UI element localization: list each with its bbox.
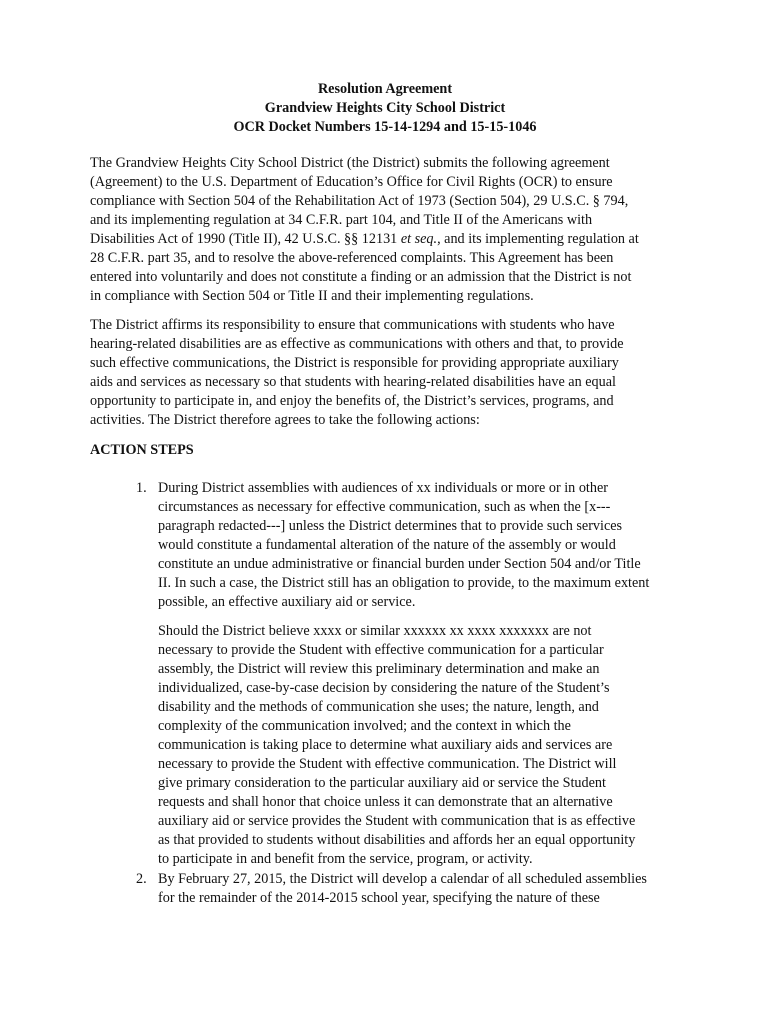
text-line: auxiliary aid or service provides the Student with communication that is as effective bbox=[158, 813, 636, 829]
text-line bbox=[90, 230, 682, 249]
text-line: necessary to provide the Student with effective communication. The District will bbox=[158, 756, 617, 772]
text-line: would constitute a fundamental alteration of the nature of the assembly or would bbox=[158, 537, 616, 553]
text-line: requests and shall honor that choice unless it can demonstrate that an alternative bbox=[158, 794, 613, 810]
text-line: communication is taking place to determine what auxiliary aids and services are bbox=[158, 737, 613, 753]
text-line: aids and services as necessary so that students with hearing-related disabilities have an equal bbox=[90, 374, 616, 390]
text-line: entered into voluntarily and does not constitute a finding or an admission that the District is not bbox=[90, 269, 632, 285]
text-line: give primary consideration to the particular auxiliary aid or service the Student bbox=[158, 775, 606, 791]
text-line: circumstances as necessary for effective communication, such as when the [x--- bbox=[158, 499, 611, 515]
text-line: necessary to provide the Student with effective communication for a particular bbox=[158, 642, 604, 658]
text-line: During District assemblies with audiences of xx individuals or more or in other bbox=[158, 480, 608, 496]
action-steps-heading: ACTION STEPS bbox=[90, 442, 194, 458]
text-line: possible, an effective auxiliary aid or service. bbox=[158, 594, 416, 610]
list-number: 1. bbox=[136, 480, 147, 496]
document-header bbox=[90, 80, 680, 137]
text-line: for the remainder of the 2014-2015 school year, specifying the nature of these bbox=[158, 890, 600, 906]
document-title: Resolution Agreement bbox=[317, 81, 453, 97]
text-line: hearing-related disabilities are as effective as communications with others and that, to provide bbox=[90, 336, 624, 352]
text-line: in compliance with Section 504 or Title II and their implementing regulations. bbox=[90, 288, 534, 304]
text-line: such effective communications, the District is responsible for providing appropriate auxiliary bbox=[90, 355, 619, 371]
action-step-body bbox=[158, 479, 688, 612]
text-line: opportunity to participate in, and enjoy the benefits of, the District’s services, programs, and bbox=[90, 393, 614, 409]
text-line: By February 27, 2015, the District will develop a calendar of all scheduled assemblies bbox=[158, 871, 647, 887]
intro-paragraph bbox=[90, 154, 682, 306]
text-line: complexity of the communication involved; and the context in which the bbox=[158, 718, 571, 734]
text-line: II. In such a case, the District still has an obligation to provide, to the maximum extent bbox=[158, 575, 650, 591]
affirmation-paragraph bbox=[90, 316, 682, 430]
text-line: 28 C.F.R. part 35, and to resolve the above-referenced complaints. This Agreement has been bbox=[90, 250, 614, 266]
text-line: and its implementing regulation at 34 C.F.R. part 104, and Title II of the Americans with bbox=[90, 212, 593, 228]
action-step-1-subparagraph bbox=[158, 622, 688, 869]
text-line: (Agreement) to the U.S. Department of Education’s Office for Civil Rights (OCR) to ensure bbox=[90, 174, 613, 190]
text-line: compliance with Section 504 of the Rehabilitation Act of 1973 (Section 504), 29 U.S.C. § 794, bbox=[90, 193, 629, 209]
text-line: as that provided to students without disabilities and affords her an equal opportunity bbox=[158, 832, 636, 848]
district-name: Grandview Heights City School District bbox=[264, 100, 506, 116]
docket-numbers: OCR Docket Numbers 15-14-1294 and 15-15-1046 bbox=[233, 119, 537, 135]
text-line: paragraph redacted---] unless the District determines that to provide such services bbox=[158, 518, 623, 534]
text-line: disability and the methods of communication she uses; the nature, length, and bbox=[158, 699, 599, 715]
text-line: individualized, case-by-case decision by considering the nature of the Student’s bbox=[158, 680, 610, 696]
text-line: constitute an undue administrative or financial burden under Section 504 and/or Title bbox=[158, 556, 641, 572]
text-line: The Grandview Heights City School District (the District) submits the following agreement bbox=[90, 155, 610, 171]
italic-citation: et seq. bbox=[400, 231, 438, 247]
text-line: assembly, the District will review this preliminary determination and make an bbox=[158, 661, 600, 677]
list-number: 2. bbox=[136, 871, 147, 887]
text-segment: Disabilities Act of 1990 (Title II), 42 U.S.C. §§ 12131 bbox=[90, 231, 401, 247]
action-step-body bbox=[158, 870, 688, 908]
text-line: Should the District believe xxxx or similar xxxxxx xx xxxx xxxxxxx are not bbox=[158, 623, 592, 639]
text-line: to participate in and benefit from the service, program, or activity. bbox=[158, 851, 533, 867]
text-line: The District affirms its responsibility to ensure that communications with students who have bbox=[90, 317, 615, 333]
text-line: activities. The District therefore agrees to take the following actions: bbox=[90, 412, 480, 428]
text-segment: , and its implementing regulation at bbox=[437, 231, 639, 247]
